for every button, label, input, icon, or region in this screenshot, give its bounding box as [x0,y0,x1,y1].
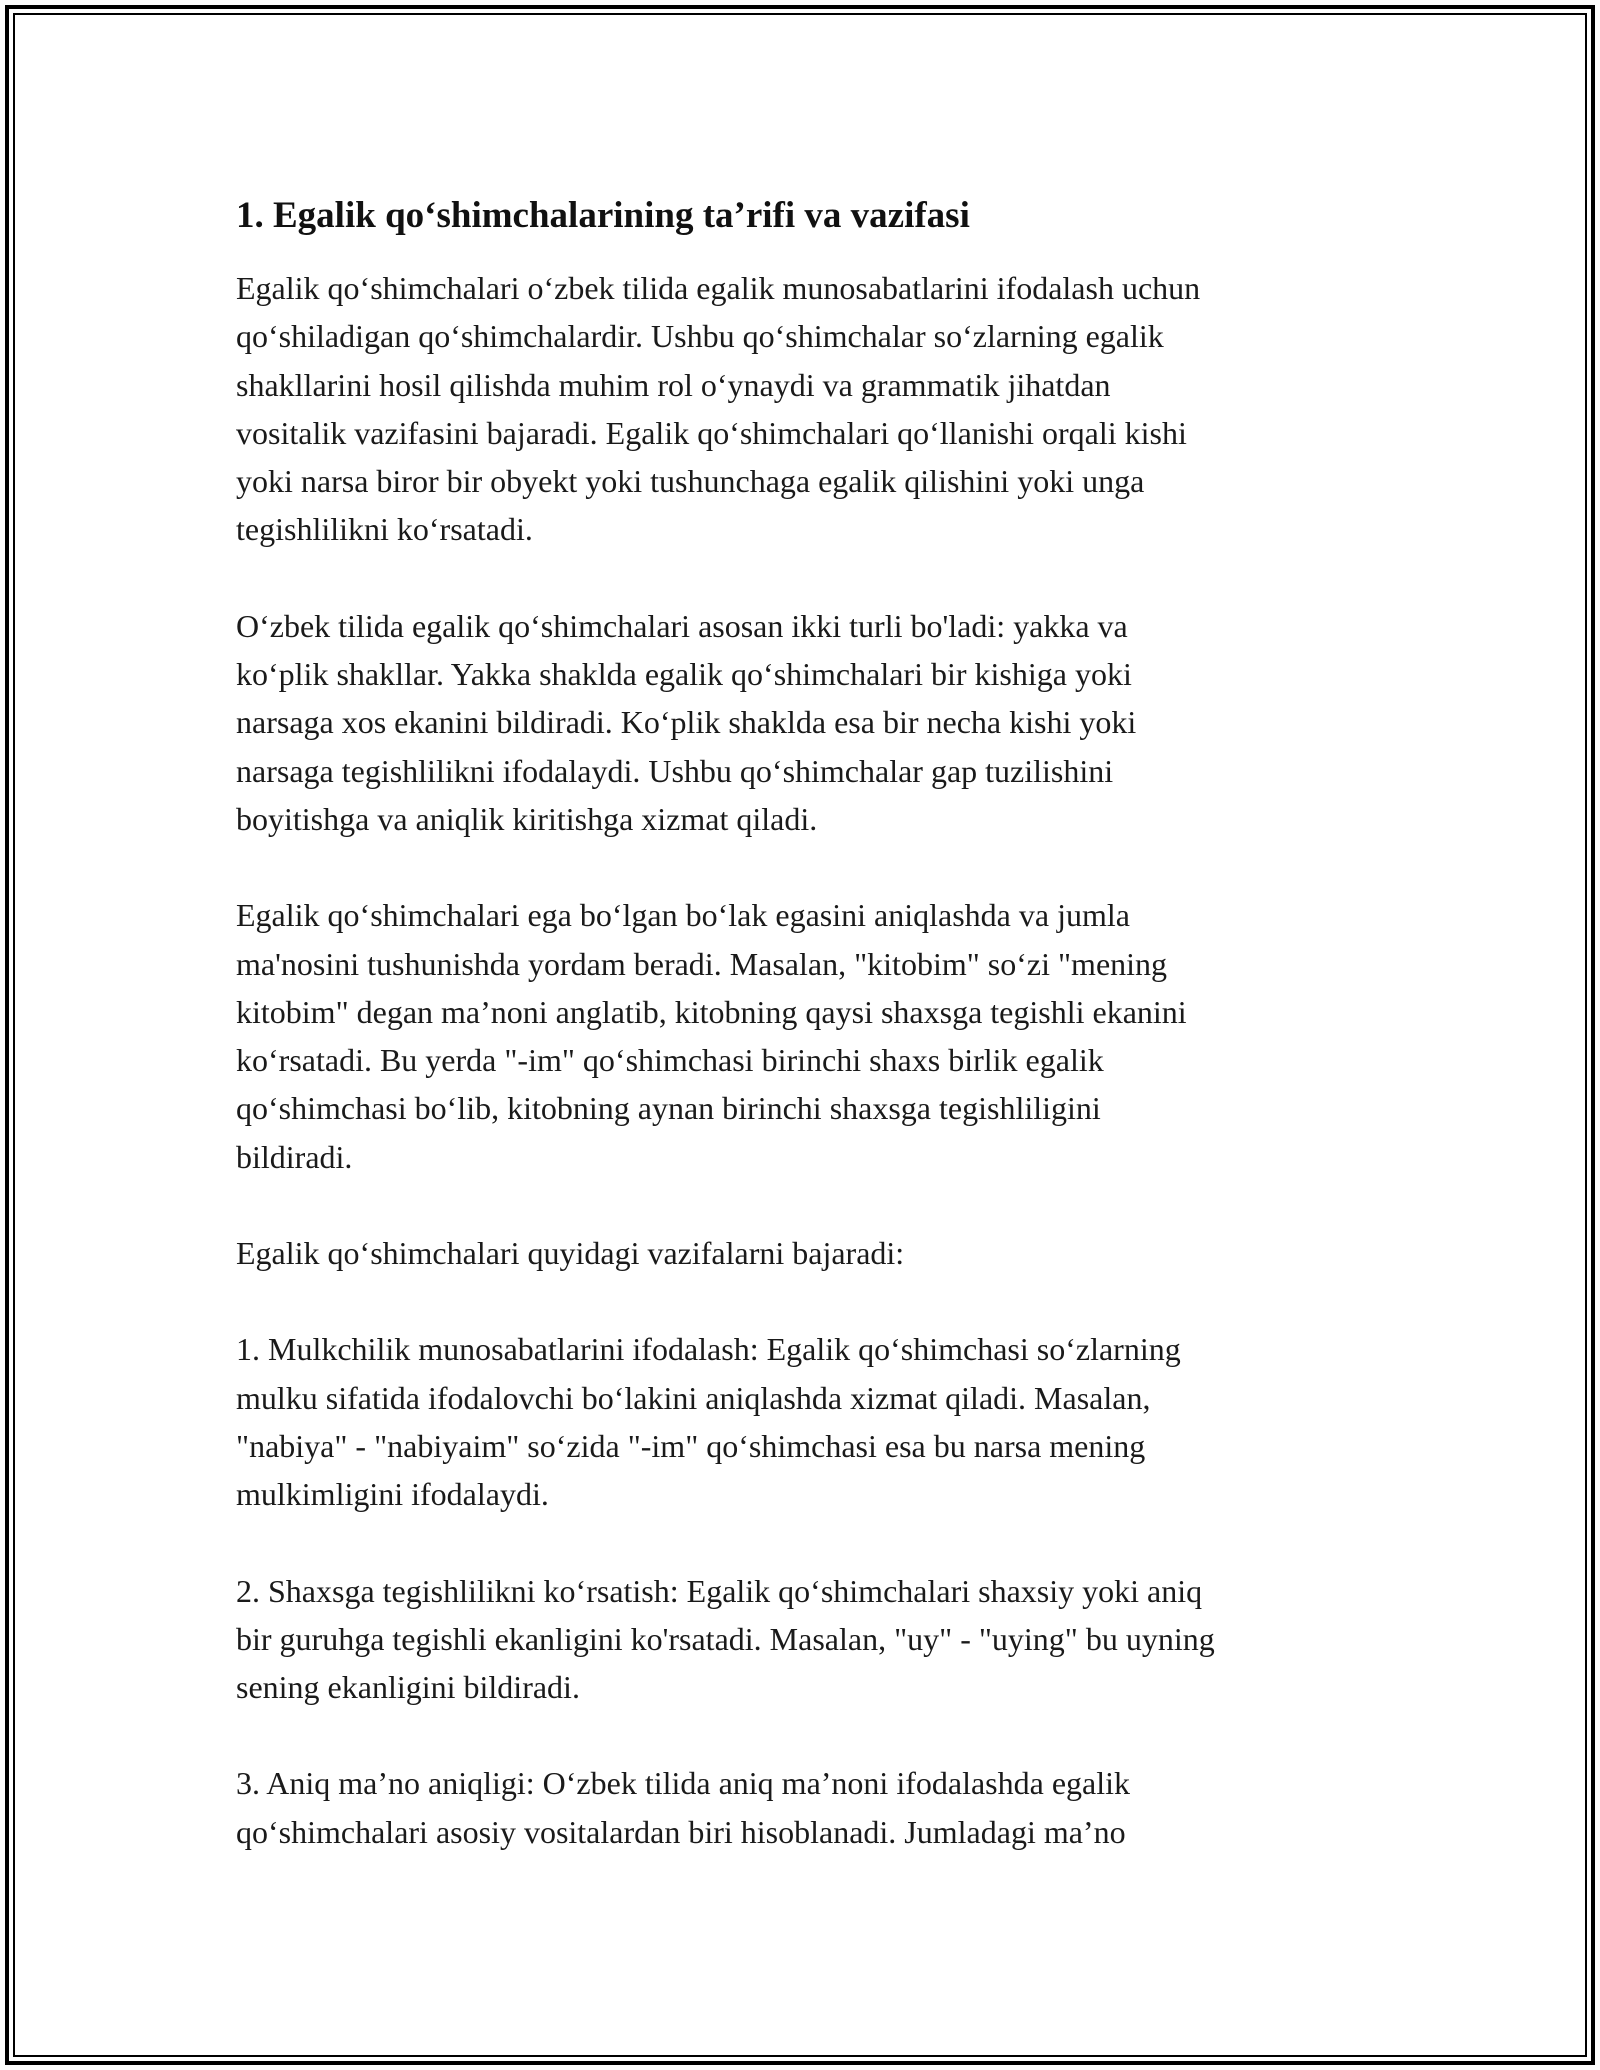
text-line: sening ekanligini bildiradi. [236,1669,580,1706]
text-line: Egalik qo‘shimchalari o‘zbek tilida egalik munosabatlarini ifodalash uchun [236,270,1201,306]
document-body [236,188,1364,1904]
text-line: vositalik vazifasini bajaradi. Egalik qo‘shimchalari qo‘llanishi orqali kishi [236,414,1187,451]
paragraph-functions-intro [236,1229,1364,1277]
list-item-1 [236,1325,1364,1518]
text-line: "nabiya" - "nabiyaim" so‘zida "-im" qo‘shimchasi esa bu narsa mening [236,1427,1146,1464]
text-line: kitobim" degan ma’noni anglatib, kitobning qaysi shaxsga tegishli ekanini [236,993,1187,1030]
text-line: yoki narsa biror bir obyekt yoki tushunchaga egalik qilishini yoki unga [236,463,1145,500]
text-line: shakllarini hosil qilishda muhim rol o‘ynaydi va grammatik jihatdan [236,366,1111,403]
text-line: Egalik qo‘shimchalari quyidagi vazifalarni bajaradi: [236,1235,905,1272]
text-line: ko‘plik shakllar. Yakka shaklda egalik qo‘shimchalari bir kishiga yoki [236,656,1132,693]
text-line: ko‘rsatadi. Bu yerda "-im" qo‘shimchasi birinchi shaxs birlik egalik [236,1042,1104,1079]
list-item-3 [236,1759,1364,1856]
text-line: mulku sifatida ifodalovchi bo‘lakini aniqlashda xizmat qiladi. Masalan, [236,1379,1151,1416]
text-line: qo‘shimchalari asosiy vositalardan biri hisoblanadi. Jumladagi ma’no [236,1813,1126,1850]
paragraph-example [236,891,1364,1181]
paragraph-definition [236,264,1364,554]
list-item-2 [236,1567,1364,1712]
text-line: narsaga tegishlilikni ifodalaydi. Ushbu qo‘shimchalar gap tuzilishini [236,752,1114,789]
text-line: Egalik qo‘shimchalari ega bo‘lgan bo‘lak egasini aniqlashda va jumla [236,897,1130,934]
text-line: bir guruhga tegishli ekanligini ko'rsatadi. Masalan, "uy" - "uying" bu uyning [236,1620,1215,1657]
text-line: tegishlilikni ko‘rsatadi. [236,511,533,548]
text-line: narsaga xos ekanini bildiradi. Ko‘plik shaklda esa bir necha kishi yoki [236,704,1137,741]
text-line: qo‘shiladigan qo‘shimchalardir. Ushbu qo‘shimchalar so‘zlarning egalik [236,318,1164,355]
text-line: 2. Shaxsga tegishlilikni ko‘rsatish: Egalik qo‘shimchalari shaxsiy yoki aniq [236,1572,1203,1609]
text-line: 1. Mulkchilik munosabatlarini ifodalash: Egalik qo‘shimchasi so‘zlarning [236,1331,1181,1368]
text-line: O‘zbek tilida egalik qo‘shimchalari asosan ikki turli bo'ladi: yakka va [236,607,1128,644]
text-line: boyitishga va aniqlik kiritishga xizmat qiladi. [236,800,818,837]
text-line: ma'nosini tushunishda yordam beradi. Masalan, "kitobim" so‘zi "mening [236,945,1168,982]
text-line: bildiradi. [236,1138,353,1175]
text-line: 3. Aniq ma’no aniqligi: O‘zbek tilida aniq ma’noni ifodalashda egalik [236,1765,1130,1802]
text-line: mulkimligini ifodalaydi. [236,1476,549,1513]
document-title: 1. Egalik qo‘shimchalarining ta’rifi va vazifasi [236,195,970,236]
text-line: qo‘shimchasi bo‘lib, kitobning aynan birinchi shaxsga tegishliligini [236,1090,1101,1127]
paragraph-types [236,602,1364,843]
